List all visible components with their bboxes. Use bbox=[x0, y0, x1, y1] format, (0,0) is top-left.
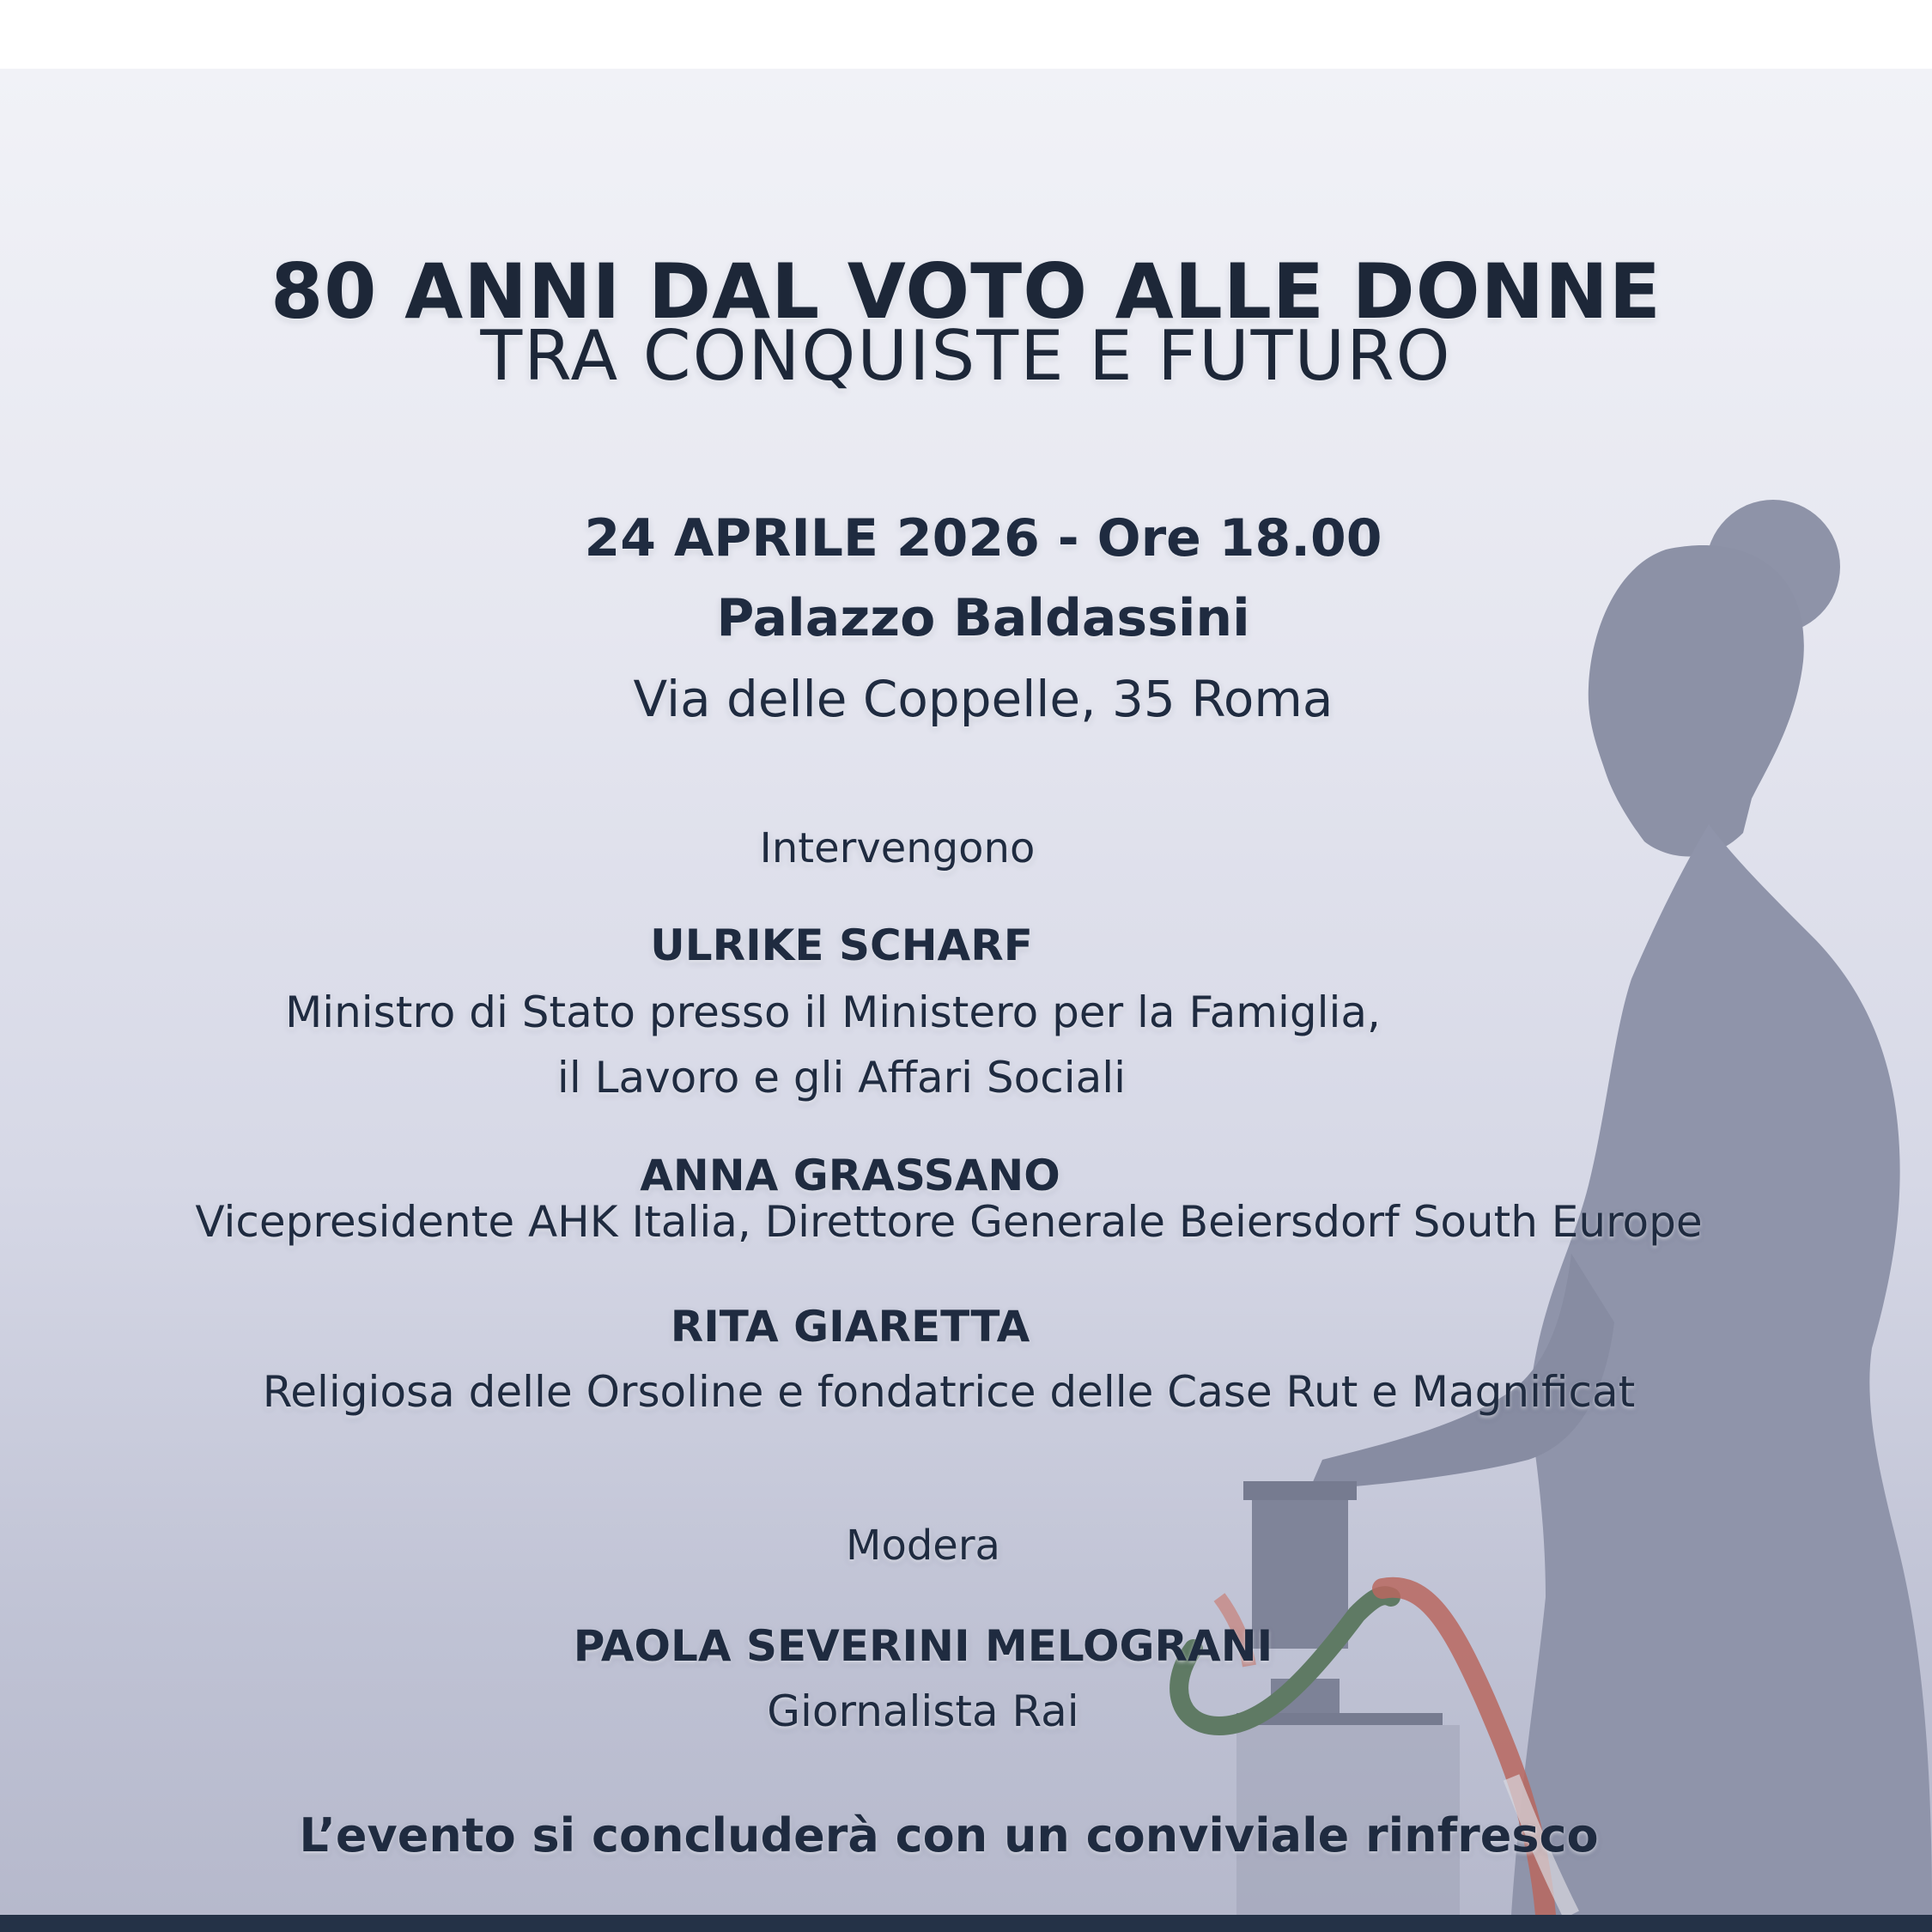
event-subtitle: TRA CONQUISTE E FUTURO bbox=[480, 316, 1452, 396]
speaker-name: RITA GIARETTA bbox=[670, 1302, 1030, 1352]
closing-note: L’evento si concluderà con un conviviale rinfresco bbox=[299, 1808, 1599, 1862]
moderator-name: PAOLA SEVERINI MELOGRANI bbox=[573, 1621, 1273, 1671]
event-venue: Palazzo Baldassini bbox=[716, 588, 1250, 648]
speakers-label: Intervengono bbox=[759, 824, 1036, 872]
event-datetime: 24 APRILE 2026 - Ore 18.00 bbox=[584, 508, 1382, 568]
moderator-label: Modera bbox=[846, 1522, 1000, 1570]
speaker-role: il Lavoro e gli Affari Sociali bbox=[556, 1053, 1127, 1103]
speaker-name: ULRIKE SCHARF bbox=[650, 920, 1033, 970]
event-title: 80 ANNI DAL VOTO ALLE DONNE bbox=[270, 247, 1662, 336]
event-address: Via delle Coppelle, 35 Roma bbox=[633, 670, 1334, 728]
ballot-box-lid bbox=[1243, 1481, 1357, 1500]
speaker-name: ANNA GRASSANO bbox=[640, 1151, 1060, 1200]
speaker-role: Vicepresidente AHK Italia, Direttore Generale Beiersdorf South Europe bbox=[195, 1197, 1703, 1247]
moderator-role: Giornalista Rai bbox=[767, 1686, 1079, 1736]
speaker-role: Ministro di Stato presso il Ministero per la Famiglia, bbox=[285, 987, 1381, 1037]
speaker-role: Religiosa delle Orsoline e fondatrice delle Case Rut e Magnificat bbox=[262, 1367, 1636, 1417]
bottom-bar bbox=[0, 1915, 1932, 1932]
